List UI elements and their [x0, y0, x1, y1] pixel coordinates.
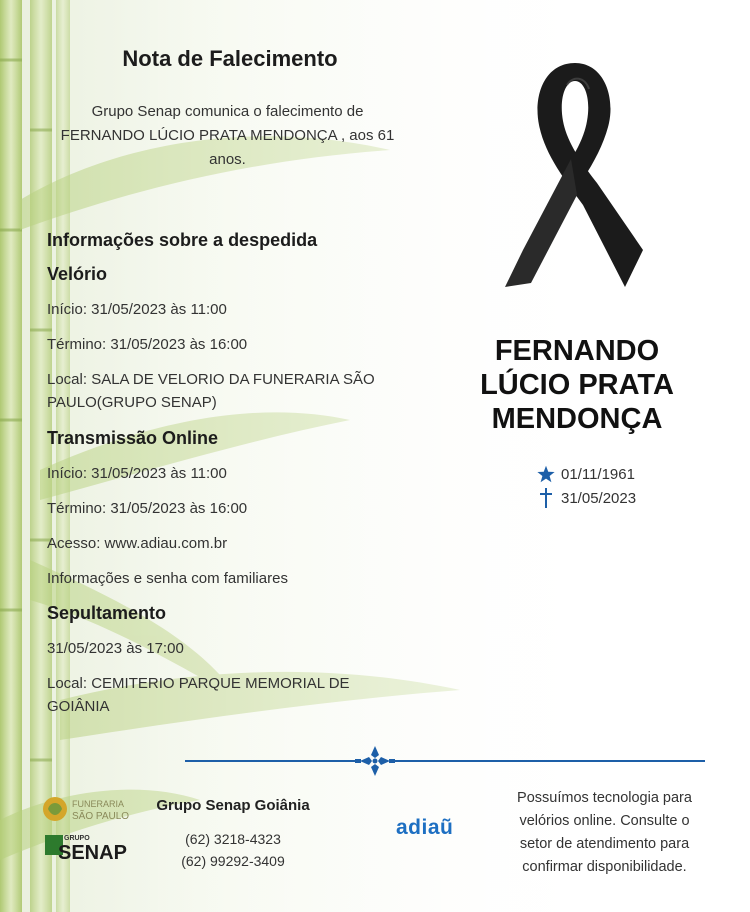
farewell-heading: Informações sobre a despedida	[47, 230, 318, 250]
online-service-info	[502, 787, 707, 879]
tech-line: setor de atendimento para	[519, 836, 690, 852]
death-row	[536, 486, 636, 510]
online-start: Início: 31/05/2023 às 11:00	[47, 465, 227, 482]
wake-location-line: Local: SALA DE VELORIO DA FUNERARIA SÃO	[47, 371, 375, 388]
birth-date: 01/11/1961	[561, 465, 635, 483]
name-line: MENDONÇA	[491, 403, 663, 435]
birth-row	[536, 462, 636, 486]
funeraria-logo-icon	[40, 795, 140, 875]
wake-start: Início: 31/05/2023 às 11:00	[47, 301, 227, 318]
tech-line: velórios online. Consulte o	[519, 813, 690, 829]
online-access: Acesso: www.adiau.com.br	[47, 535, 228, 552]
logo-senap-text: SENAP	[58, 842, 127, 864]
adiau-logo: adiaũ	[396, 816, 454, 839]
contact-block	[148, 797, 318, 872]
intro-line: FERNANDO LÚCIO PRATA MENDONÇA , aos 61	[60, 127, 395, 144]
notice-intro	[40, 100, 415, 172]
tech-line: Possuímos tecnologia para	[517, 790, 692, 806]
ornamental-divider	[185, 745, 705, 777]
life-dates	[536, 462, 636, 510]
wake-heading: Velório	[47, 264, 108, 284]
mourning-ribbon-icon	[505, 55, 645, 290]
online-info: Informações e senha com familiares	[47, 570, 288, 587]
online-heading: Transmissão Online	[47, 428, 219, 448]
death-date: 31/05/2023	[561, 489, 637, 507]
logo-funeraria-text: FUNERARIA	[72, 799, 125, 809]
wake-location	[47, 368, 417, 414]
name-line: LÚCIO PRATA	[480, 369, 674, 401]
cross-icon	[536, 488, 556, 508]
burial-location-line: GOIÂNIA	[47, 698, 110, 715]
wake-location-line: PAULO(GRUPO SENAP)	[47, 394, 217, 411]
company-name: Grupo Senap Goiânia	[156, 797, 310, 814]
intro-line: Grupo Senap comunica o falecimento de	[91, 103, 364, 120]
burial-heading: Sepultamento	[47, 603, 167, 623]
deceased-name	[462, 334, 692, 436]
notice-title: Nota de Falecimento	[122, 46, 338, 71]
star-icon	[536, 465, 556, 483]
phone-number[interactable]: (62) 3218-4323	[185, 831, 281, 847]
logo-grupo-text: GRUPO	[64, 835, 90, 842]
burial-location-line: Local: CEMITERIO PARQUE MEMORIAL DE	[47, 675, 350, 692]
name-line: FERNANDO	[494, 335, 660, 367]
burial-location	[47, 672, 417, 718]
burial-datetime: 31/05/2023 às 17:00	[47, 640, 184, 657]
tech-line: confirmar disponibilidade.	[522, 859, 687, 875]
logo-saopaulo-text: SÃO PAULO	[72, 811, 130, 822]
phone-number[interactable]: (62) 99292-3409	[181, 853, 285, 869]
company-logos	[40, 795, 140, 875]
wake-end: Término: 31/05/2023 às 16:00	[47, 336, 248, 353]
intro-line: anos.	[209, 151, 246, 168]
online-end: Término: 31/05/2023 às 16:00	[47, 500, 248, 517]
